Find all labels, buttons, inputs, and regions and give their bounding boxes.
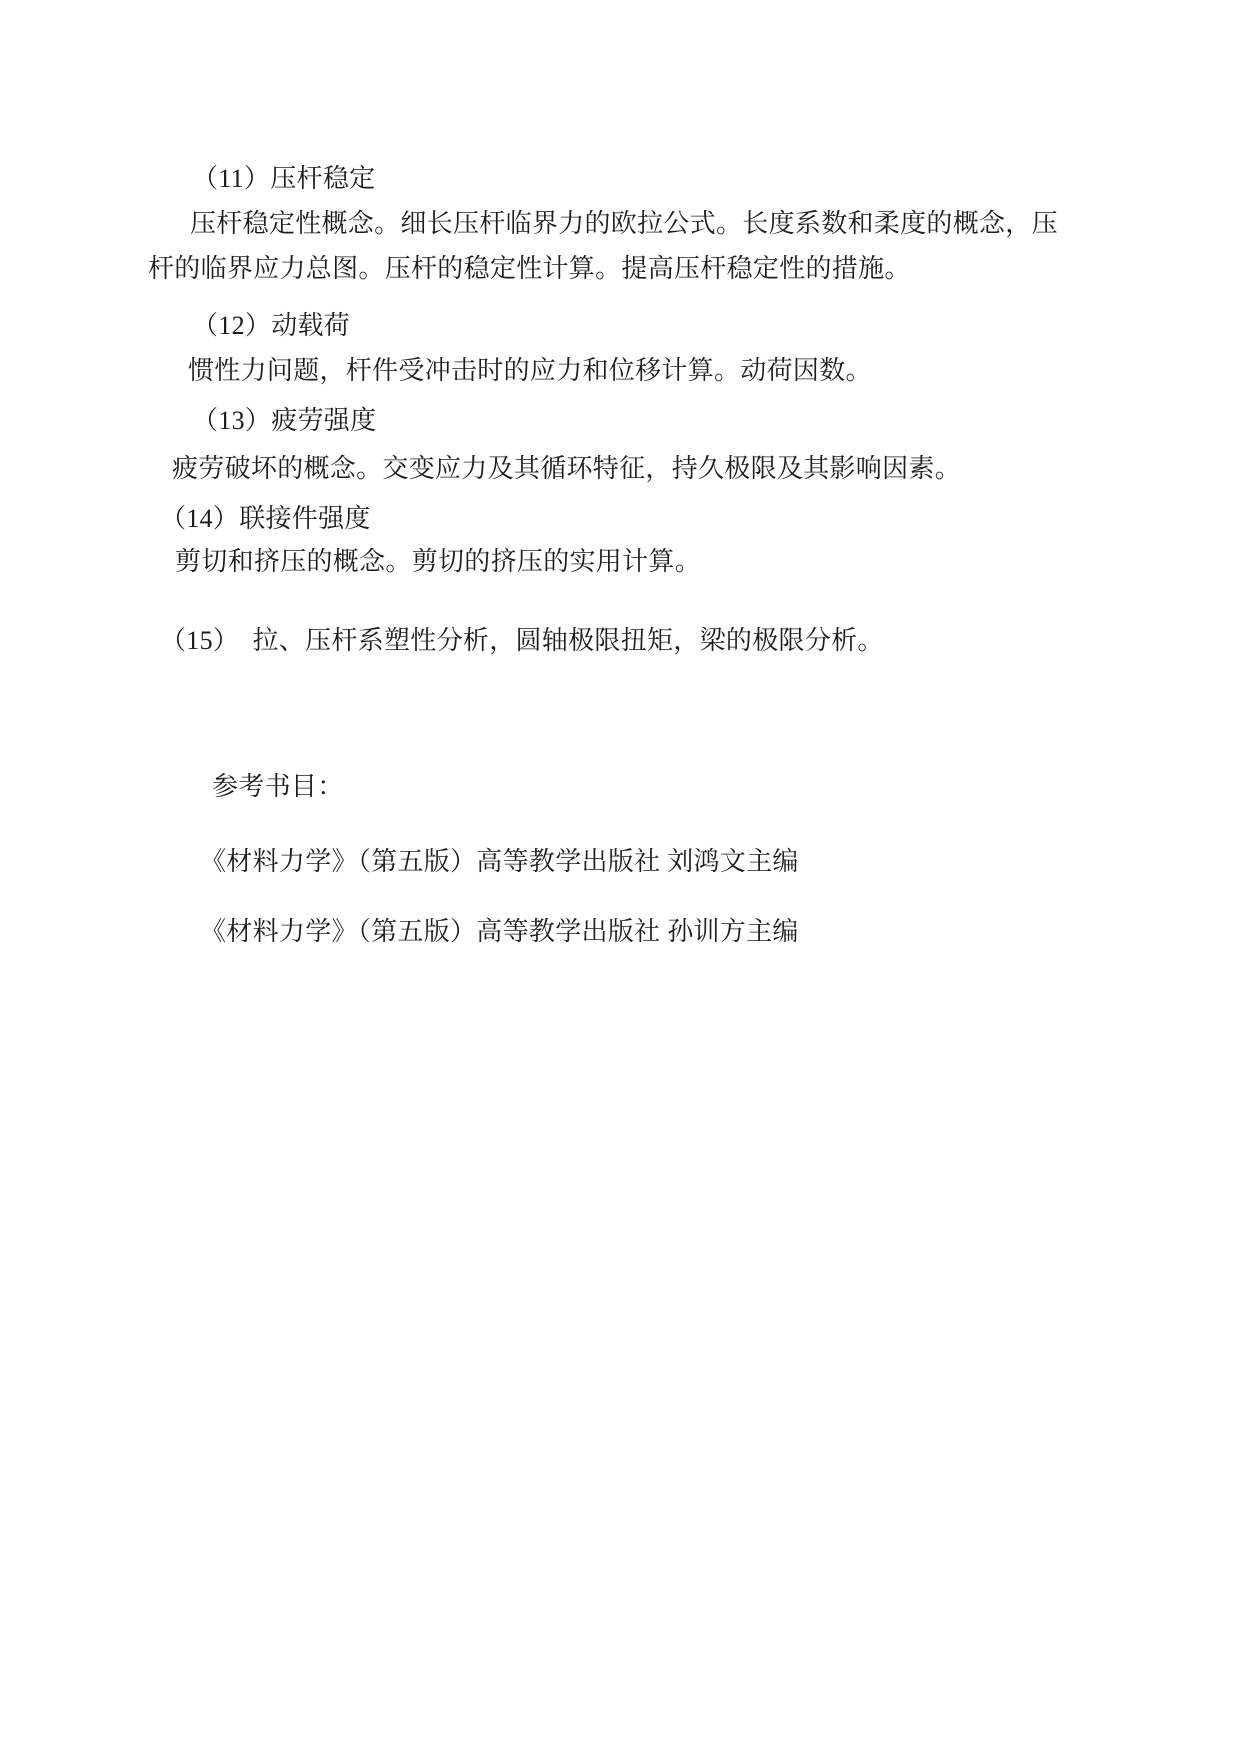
section-11-body-line-1: 压杆稳定性概念。细长压杆临界力的欧拉公式。长度系数和柔度的概念，压 [190,209,1058,238]
section-11-body-line-2: 杆的临界应力总图。压杆的稳定性计算。提高压杆稳定性的措施。 [148,254,911,283]
reference-book-2: 《材料力学》（第五版）高等教学出版社 孙训方主编 [200,917,799,946]
references-title: 参考书目： [212,772,344,801]
section-12-heading: （12）动载荷 [192,311,351,340]
reference-book-1: 《材料力学》（第五版）高等教学出版社 刘鸿文主编 [200,847,799,876]
section-12-body-line-1: 惯性力问题，杆件受冲击时的应力和位移计算。动荷因数。 [188,356,872,385]
section-14-heading: （14）联接件强度 [160,504,371,533]
section-13-heading: （13）疲劳强度 [192,406,377,435]
section-14-body-line-1: 剪切和挤压的概念。剪切的挤压的实用计算。 [175,547,702,576]
section-13-body-line-1: 疲劳破坏的概念。交变应力及其循环特征，持久极限及其影响因素。 [172,454,962,483]
section-11-heading: （11）压杆稳定 [192,164,376,193]
section-15-heading: （15） 拉、压杆系塑性分析，圆轴极限扭矩，梁的极限分析。 [160,626,884,655]
